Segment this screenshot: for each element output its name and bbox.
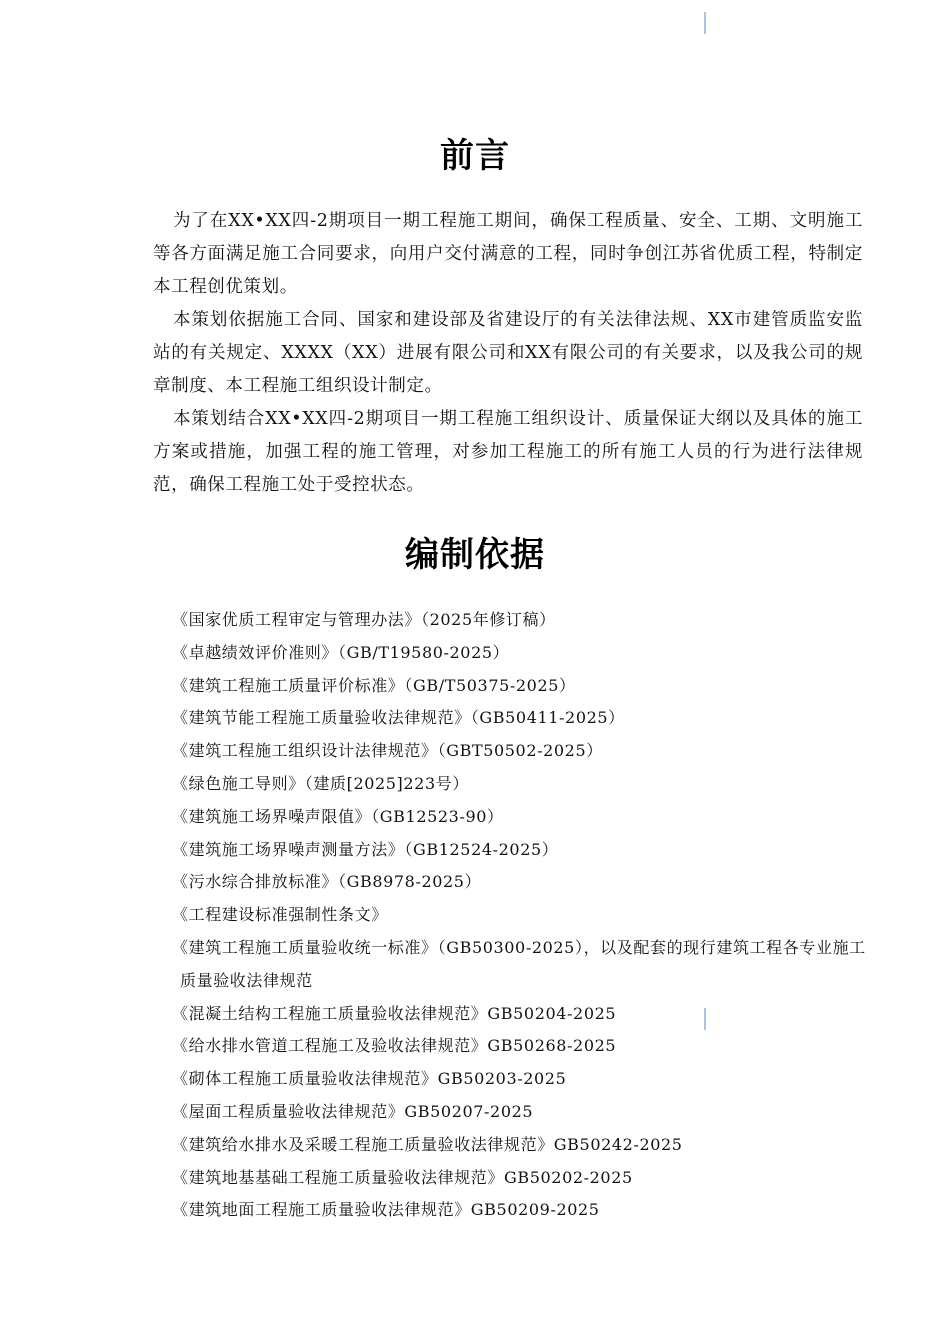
reference-item: 《污水综合排放标准》（GB8978-2025） bbox=[172, 872, 482, 892]
reference-item: 《工程建设标准强制性条文》 bbox=[172, 905, 388, 925]
preface-body bbox=[153, 205, 863, 502]
cursor-mark-middle bbox=[704, 1008, 706, 1030]
preface-paragraph-3: 本策划结合XX•XX四-2期项目一期工程施工组织设计、质量保证大纲以及具体的施工方案或措施，加强工程的施工管理，对参加工程施工的所有施工人员的行为进行法律规范，确保工程施工处于受控状态。 bbox=[153, 409, 863, 495]
reference-item: 《建筑工程施工质量评价标准》（GB/T50375-2025） bbox=[172, 675, 576, 695]
preface-paragraph-1: 为了在XX•XX四-2期项目一期工程施工期间，确保工程质量、安全、工期、文明施工等各方面满足施工合同要求，向用户交付满意的工程，同时争创江苏省优质工程，特制定本工程创优策划。 bbox=[153, 211, 863, 297]
reference-item: 《建筑给水排水及采暖工程施工质量验收法律规范》GB50242-2025 bbox=[172, 1134, 683, 1154]
reference-item: 《给水排水管道工程施工及验收法律规范》GB50268-2025 bbox=[172, 1036, 617, 1056]
reference-item: 《卓越绩效评价准则》（GB/T19580-2025） bbox=[172, 642, 510, 662]
basis-heading: 编制依据 bbox=[405, 535, 545, 575]
reference-item: 《国家优质工程审定与管理办法》（2025年修订稿） bbox=[172, 610, 556, 629]
reference-item: 《建筑节能工程施工质量验收法律规范》（GB50411-2025） bbox=[172, 708, 625, 728]
preface-heading: 前言 bbox=[440, 136, 510, 176]
reference-item: 《砌体工程施工质量验收法律规范》GB50203-2025 bbox=[172, 1069, 567, 1089]
reference-item: 《建筑地面工程施工质量验收法律规范》GB50209-2025 bbox=[172, 1200, 600, 1220]
reference-item: 《建筑工程施工质量验收统一标准》（GB50300-2025），以及配套的现行建筑工程各专业施工质量验收法律规范 bbox=[172, 937, 866, 990]
reference-item: 《建筑施工场界噪声测量方法》（GB12524-2025） bbox=[172, 839, 559, 859]
cursor-mark-top bbox=[704, 12, 706, 34]
reference-item: 《建筑工程施工组织设计法律规范》（GBT50502-2025） bbox=[172, 741, 603, 761]
preface-paragraph-2: 本策划依据施工合同、国家和建设部及省建设厅的有关法律法规、XX市建管质监安监站的有关规定、XXXX（XX）进展有限公司和XX有限公司的有关要求，以及我公司的规章制度、本工程施工组织设计制定。 bbox=[153, 310, 863, 396]
reference-item: 《建筑施工场界噪声限值》（GB12523-90） bbox=[172, 806, 504, 826]
reference-list bbox=[172, 604, 872, 1227]
reference-item: 《屋面工程质量验收法律规范》GB50207-2025 bbox=[172, 1101, 534, 1121]
reference-item: 《混凝土结构工程施工质量验收法律规范》GB50204-2025 bbox=[172, 1003, 617, 1023]
reference-item: 《绿色施工导则》（建质[2025]223号） bbox=[172, 773, 469, 793]
reference-item: 《建筑地基基础工程施工质量验收法律规范》GB50202-2025 bbox=[172, 1167, 633, 1187]
